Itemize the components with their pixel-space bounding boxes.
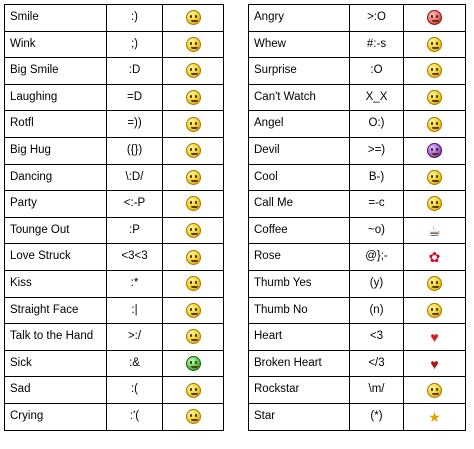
emoticon-icon-cell <box>163 5 224 32</box>
table-row <box>249 191 466 218</box>
emoticon-table-right <box>248 4 466 431</box>
table-row <box>249 377 466 404</box>
love-struck-icon <box>186 250 201 265</box>
emoticon-name: Sad <box>5 377 107 404</box>
emoticon-icon-cell <box>404 5 466 32</box>
call-me-icon <box>427 196 442 211</box>
emoticon-icon-cell <box>404 324 466 351</box>
angel-icon <box>427 117 442 132</box>
talk-to-the-hand-icon <box>186 329 201 344</box>
emoticon-name: Smile <box>5 5 107 32</box>
emoticon-name: Big Smile <box>5 58 107 85</box>
emoticon-name: Coffee <box>249 217 350 244</box>
emoticon-icon-cell <box>404 270 466 297</box>
emoticon-name: Devil <box>249 137 350 164</box>
table-row <box>249 270 466 297</box>
emoticon-code: \:D/ <box>107 164 163 191</box>
laughing-icon <box>186 90 201 105</box>
big-smile-icon <box>186 63 201 78</box>
emoticon-icon-cell <box>163 217 224 244</box>
emoticon-name: Whew <box>249 31 350 58</box>
kiss-icon <box>186 276 201 291</box>
emoticon-name: Thumb No <box>249 297 350 324</box>
emoticon-code: =-c <box>350 191 404 218</box>
emoticon-code: B-) <box>350 164 404 191</box>
table-row <box>5 217 224 244</box>
emoticon-icon-cell <box>163 137 224 164</box>
emoticon-code: ;) <box>107 31 163 58</box>
table-row <box>5 377 224 404</box>
table-row <box>249 403 466 430</box>
emoticon-name: Crying <box>5 403 107 430</box>
emoticon-icon-cell <box>163 377 224 404</box>
sick-icon <box>186 356 201 371</box>
big-hug-icon <box>186 143 201 158</box>
emoticon-code: (y) <box>350 270 404 297</box>
emoticon-code: >:/ <box>107 324 163 351</box>
table-row <box>5 191 224 218</box>
emoticon-name: Party <box>5 191 107 218</box>
emoticon-name: Broken Heart <box>249 350 350 377</box>
emoticon-icon-cell <box>163 324 224 351</box>
emoticon-name: Cool <box>249 164 350 191</box>
emoticon-name: Rotfl <box>5 111 107 138</box>
emoticon-name: Rose <box>249 244 350 271</box>
emoticon-icon-cell <box>404 217 466 244</box>
emoticon-icon-cell <box>404 164 466 191</box>
emoticon-name: Sick <box>5 350 107 377</box>
emoticon-code: :'( <box>107 403 163 430</box>
emoticon-code: O:) <box>350 111 404 138</box>
emoticon-code: :& <box>107 350 163 377</box>
emoticon-icon-cell <box>404 377 466 404</box>
emoticon-name: Call Me <box>249 191 350 218</box>
table-row <box>5 58 224 85</box>
emoticon-name: Wink <box>5 31 107 58</box>
table-row <box>5 84 224 111</box>
emoticon-name: Tounge Out <box>5 217 107 244</box>
emoticon-name: Thumb Yes <box>249 270 350 297</box>
table-row <box>5 297 224 324</box>
table-row <box>5 5 224 32</box>
emoticon-code: ({}) <box>107 137 163 164</box>
emoticon-name: Big Hug <box>5 137 107 164</box>
emoticon-code: (*) <box>350 403 404 430</box>
cool-icon <box>427 170 442 185</box>
table-row <box>249 137 466 164</box>
emoticon-icon-cell <box>404 350 466 377</box>
sad-icon <box>186 383 201 398</box>
emoticon-code: =)) <box>107 111 163 138</box>
angry-icon <box>427 10 442 25</box>
emoticon-name: Angel <box>249 111 350 138</box>
table-row <box>5 31 224 58</box>
emoticon-code: :O <box>350 58 404 85</box>
whew-icon <box>427 37 442 52</box>
table-row <box>5 403 224 430</box>
coffee-icon: ☕ <box>428 222 441 239</box>
emoticon-code: <3<3 <box>107 244 163 271</box>
table-row <box>5 137 224 164</box>
emoticon-code: <3 <box>350 324 404 351</box>
rotfl-icon <box>186 117 201 132</box>
emoticon-name: Dancing <box>5 164 107 191</box>
table-row <box>5 324 224 351</box>
emoticon-table-left-body <box>5 5 224 431</box>
emoticon-code: =D <box>107 84 163 111</box>
wink-icon <box>186 37 201 52</box>
emoticon-code: <:-P <box>107 191 163 218</box>
emoticon-code: :( <box>107 377 163 404</box>
table-row <box>5 164 224 191</box>
emoticon-icon-cell <box>163 191 224 218</box>
table-row <box>249 350 466 377</box>
table-row <box>249 58 466 85</box>
table-row <box>249 217 466 244</box>
emoticon-name: Love Struck <box>5 244 107 271</box>
surprise-icon <box>427 63 442 78</box>
table-row <box>5 111 224 138</box>
devil-icon <box>427 143 442 158</box>
emoticon-name: Laughing <box>5 84 107 111</box>
emoticon-icon-cell <box>404 84 466 111</box>
emoticon-code: :| <box>107 297 163 324</box>
emoticon-code: :P <box>107 217 163 244</box>
table-row <box>249 297 466 324</box>
emoticon-code: :D <box>107 58 163 85</box>
emoticon-icon-cell <box>404 297 466 324</box>
emoticon-name: Surprise <box>249 58 350 85</box>
emoticon-code: X_X <box>350 84 404 111</box>
emoticon-table-right-body <box>249 5 466 431</box>
dancing-icon <box>186 170 201 185</box>
emoticon-icon-cell <box>404 111 466 138</box>
emoticon-code: @};- <box>350 244 404 271</box>
emoticon-icon-cell <box>404 31 466 58</box>
emoticon-icon-cell <box>404 244 466 271</box>
emoticon-icon-cell <box>163 164 224 191</box>
emoticon-icon-cell <box>404 191 466 218</box>
table-row <box>249 5 466 32</box>
emoticon-code: >:O <box>350 5 404 32</box>
table-row <box>5 270 224 297</box>
emoticon-icon-cell <box>163 403 224 430</box>
thumb-no-icon <box>427 303 442 318</box>
emoticon-icon-cell <box>163 297 224 324</box>
emoticon-icon-cell <box>163 270 224 297</box>
emoticon-code: ~o) <box>350 217 404 244</box>
tongue-out-icon <box>186 223 201 238</box>
emoticon-icon-cell <box>404 58 466 85</box>
emoticon-icon-cell <box>163 58 224 85</box>
emoticon-code: >=) <box>350 137 404 164</box>
emoticon-code: \m/ <box>350 377 404 404</box>
smile-icon <box>186 10 201 25</box>
table-row <box>249 111 466 138</box>
emoticon-code: :) <box>107 5 163 32</box>
rockstar-icon <box>427 383 442 398</box>
emoticon-name: Star <box>249 403 350 430</box>
emoticon-code: #:-s <box>350 31 404 58</box>
emoticon-table-left <box>4 4 224 431</box>
emoticon-name: Rockstar <box>249 377 350 404</box>
emoticon-name: Kiss <box>5 270 107 297</box>
table-row <box>5 244 224 271</box>
emoticon-code: :* <box>107 270 163 297</box>
emoticon-icon-cell <box>163 84 224 111</box>
table-row <box>249 164 466 191</box>
table-row <box>249 84 466 111</box>
straight-face-icon <box>186 303 201 318</box>
emoticon-icon-cell <box>404 137 466 164</box>
emoticon-code: (n) <box>350 297 404 324</box>
emoticon-icon-cell <box>163 350 224 377</box>
emoticon-icon-cell <box>163 111 224 138</box>
party-icon <box>186 196 201 211</box>
star-icon: ★ <box>428 408 441 425</box>
emoticon-name: Heart <box>249 324 350 351</box>
thumb-yes-icon <box>427 276 442 291</box>
emoticon-icon-cell <box>404 403 466 430</box>
table-row <box>249 324 466 351</box>
emoticon-name: Can't Watch <box>249 84 350 111</box>
emoticon-icon-cell <box>163 31 224 58</box>
table-row <box>249 31 466 58</box>
broken-heart-icon: ♥ <box>430 355 439 372</box>
cant-watch-icon <box>427 90 442 105</box>
rose-icon: ✿ <box>428 249 441 266</box>
emoticon-icon-cell <box>163 244 224 271</box>
emoticon-code: </3 <box>350 350 404 377</box>
emoticon-name: Angry <box>249 5 350 32</box>
emoticon-name: Talk to the Hand <box>5 324 107 351</box>
table-row <box>5 350 224 377</box>
crying-icon <box>186 409 201 424</box>
heart-icon: ♥ <box>430 328 439 345</box>
table-row <box>249 244 466 271</box>
emoticon-name: Straight Face <box>5 297 107 324</box>
